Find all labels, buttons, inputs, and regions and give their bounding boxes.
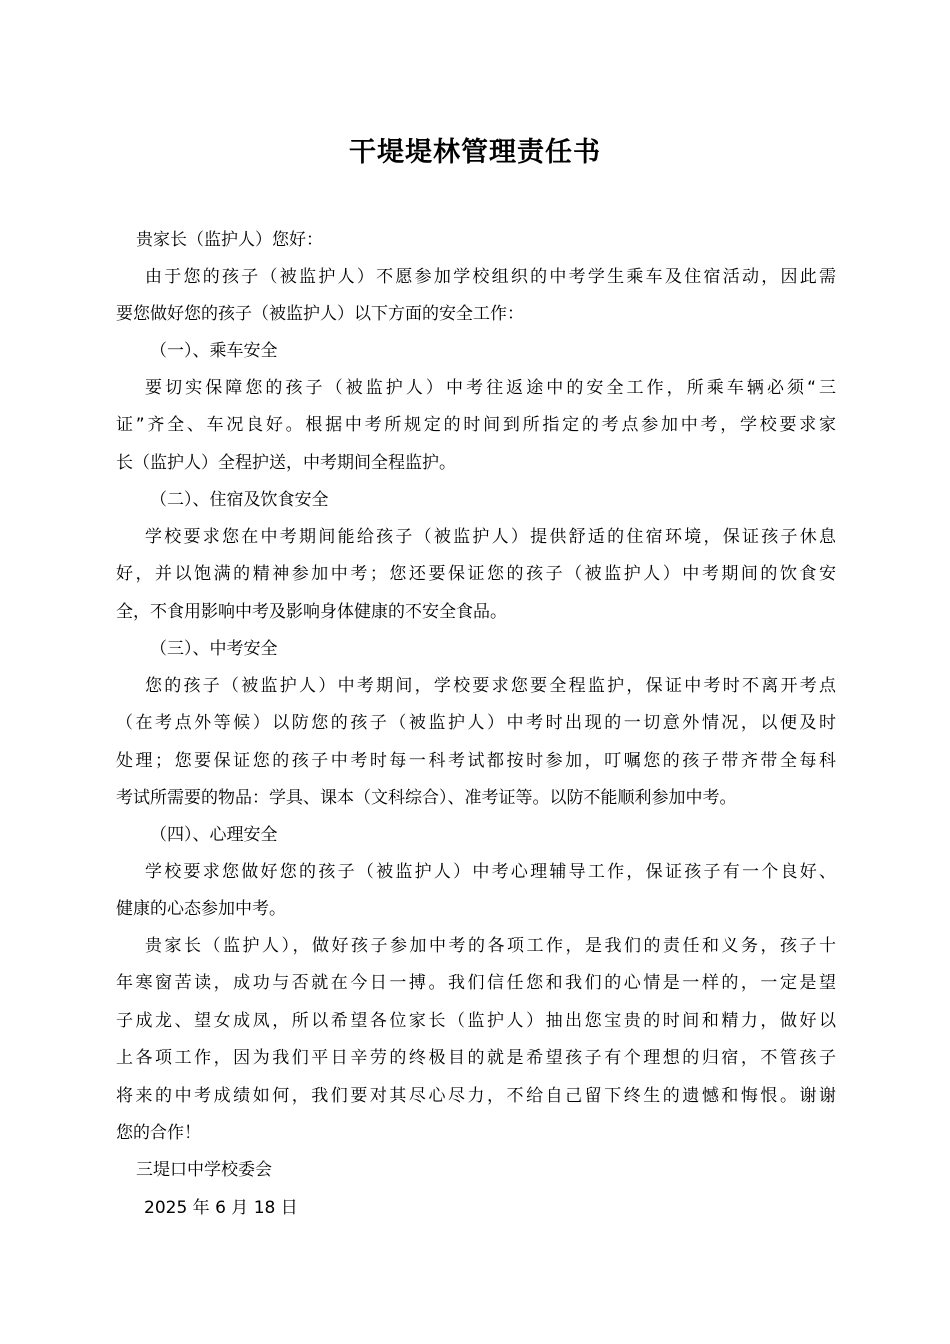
section3-line-1: 您的孩子（被监护人）中考期间，学校要求您要全程监护，保证中考时不离开考点 [145,676,836,696]
section1-paragraph [116,370,836,482]
section4-heading [116,817,836,854]
greeting [116,222,836,259]
signature-organization: 三堤口中学校委会 [136,1160,272,1180]
section3-heading-text: （三）、中考安全 [150,639,278,659]
section3-line-4: 考试所需要的物品：学具、课本（文科综合）、准考证等。以防不能顺利参加中考。 [116,788,737,809]
signature-date: 2025 年 6 月 18 日 [144,1198,298,1218]
intro-paragraph [116,259,836,334]
closing-line-3: 子成龙、望女成凤，所以希望各位家长（监护人）抽出您宝贵的时间和精力，做好以 [116,1010,836,1031]
section2-paragraph [116,519,836,631]
section1-heading-text: （一）、乘车安全 [150,341,278,361]
closing-line-5: 将来的中考成绩如何，我们要对其尽心尽力，不给自己留下终生的遗憾和悔恨。谢谢 [116,1085,836,1106]
closing-line-2: 年寒窗苦读，成功与否就在今日一搏。我们信任您和我们的心情是一样的，一定是望 [116,973,836,994]
intro-line-1: 由于您的孩子（被监护人）不愿参加学校组织的中考学生乘车及住宿活动，因此需 [145,267,836,287]
section1-line-2: 证”齐全、车况良好。根据中考所规定的时间到所指定的考点参加中考，学校要求家 [116,415,836,436]
intro-line-2: 要您做好您的孩子（被监护人）以下方面的安全工作： [116,304,524,325]
section4-paragraph [116,854,836,929]
section4-heading-text: （四）、心理安全 [150,825,278,845]
section2-line-3: 全，不食用影响中考及影响身体健康的不安全食品。 [116,601,507,622]
date-block [116,1190,836,1227]
section2-line-2: 好，并以饱满的精神参加中考；您还要保证您的孩子（被监护人）中考期间的饮食安 [116,564,836,585]
section1-line-3: 长（监护人）全程护送，中考期间全程监护。 [116,452,456,473]
section3-paragraph [116,668,836,818]
section1-heading [116,333,836,370]
section3-line-2: （在考点外等候）以防您的孩子（被监护人）中考时出现的一切意外情况，以便及时 [116,713,836,734]
closing-line-1: 贵家长（监护人），做好孩子参加中考的各项工作，是我们的责任和义务，孩子十 [145,936,836,956]
section1-line-1: 要切实保障您的孩子（被监护人）中考往返途中的安全工作，所乘车辆必须“三 [145,378,836,398]
signature-block [116,1152,836,1189]
document-title: 干堤堤林管理责任书 [349,137,601,168]
section2-heading [116,482,836,519]
closing-line-6: 您的合作！ [116,1122,201,1143]
section2-line-1: 学校要求您在中考期间能给孩子（被监护人）提供舒适的住宿环境，保证孩子休息 [145,527,836,547]
section3-line-3: 处理；您要保证您的孩子中考时每一科考试都按时参加，叮嘱您的孩子带齐带全每科 [116,750,836,771]
section4-line-2: 健康的心态参加中考。 [116,899,286,920]
greeting-text: 贵家长（监护人）您好： [136,230,323,250]
section4-line-1: 学校要求您做好您的孩子（被监护人）中考心理辅导工作，保证孩子有一个良好、 [145,862,836,882]
closing-paragraph [116,928,836,1152]
section2-heading-text: （二）、住宿及饮食安全 [150,490,329,510]
section3-heading [116,631,836,668]
closing-line-4: 上各项工作，因为我们平日辛劳的终极目的就是希望孩子有个理想的归宿，不管孩子 [116,1048,836,1069]
